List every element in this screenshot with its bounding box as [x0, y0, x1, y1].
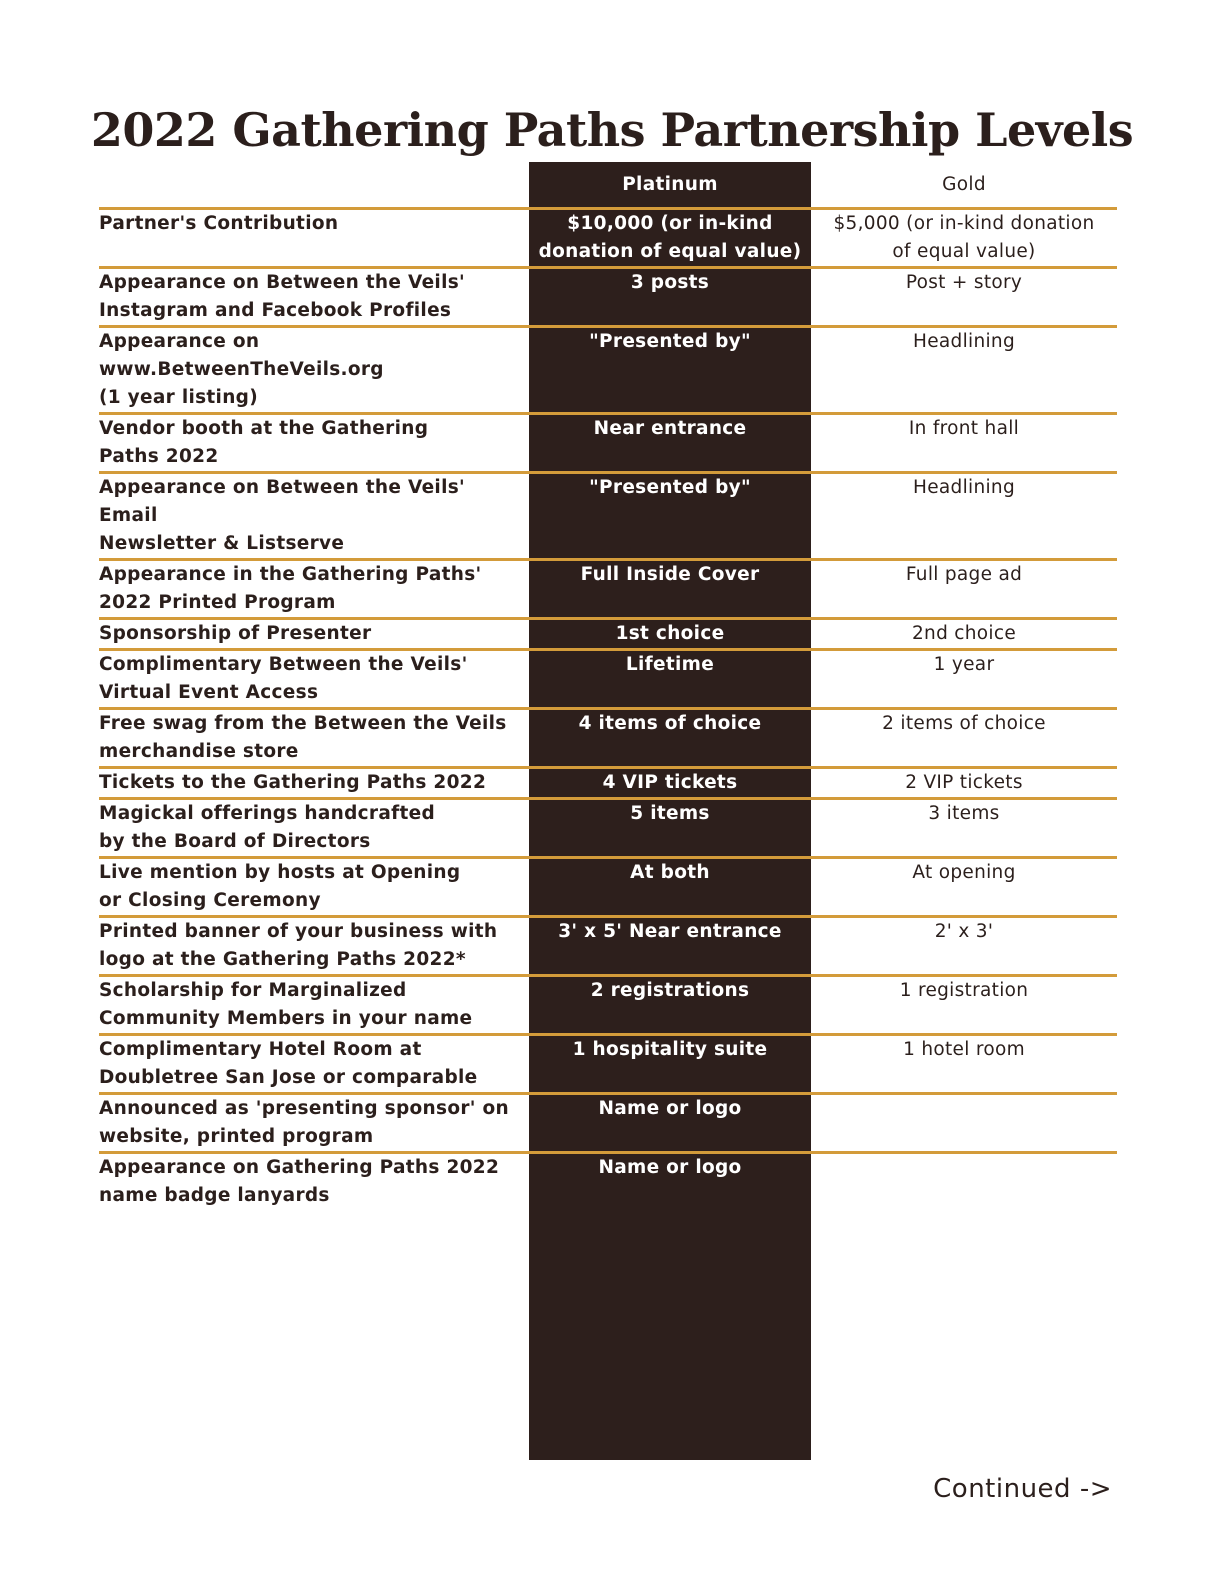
row-gold-value: 1 registration — [811, 976, 1117, 1035]
row-platinum-value: Name or logo — [598, 1157, 742, 1178]
table-row — [99, 473, 1117, 560]
gold-column-header: Gold — [811, 162, 1117, 209]
row-feature: Announced as 'presenting sponsor' on website, printed program — [99, 1094, 529, 1153]
table-row — [99, 619, 1117, 650]
partnership-levels-table — [99, 162, 1117, 1210]
table-row — [99, 650, 1117, 709]
row-feature: Appearance on Between the Veils' Instagram and Facebook Profiles — [99, 268, 529, 327]
row-gold-value: In front hall — [811, 414, 1117, 473]
row-gold-value: Full page ad — [811, 560, 1117, 619]
row-feature: Sponsorship of Presenter — [99, 619, 529, 650]
row-platinum-value: 3 posts — [529, 268, 811, 327]
table-row — [99, 209, 1117, 268]
row-platinum-value: "Presented by" — [529, 473, 811, 560]
row-gold-value: Headlining — [811, 473, 1117, 560]
table-row — [99, 327, 1117, 414]
row-gold-value: 1 year — [811, 650, 1117, 709]
row-platinum-value: $10,000 (or in-kind donation of equal value) — [529, 209, 811, 268]
row-feature: Free swag from the Between the Veils merchandise store — [99, 709, 529, 768]
row-feature: Printed banner of your business with logo at the Gathering Paths 2022* — [99, 917, 529, 976]
row-gold-value: 3 items — [811, 799, 1117, 858]
row-feature: Complimentary Hotel Room at Doubletree San Jose or comparable — [99, 1035, 529, 1094]
table-row — [99, 917, 1117, 976]
row-feature: Live mention by hosts at Opening or Closing Ceremony — [99, 858, 529, 917]
table-row — [99, 560, 1117, 619]
row-feature: Complimentary Between the Veils' Virtual Event Access — [99, 650, 529, 709]
row-feature: Appearance in the Gathering Paths' 2022 Printed Program — [99, 560, 529, 619]
row-platinum-value: 1st choice — [529, 619, 811, 650]
table-row — [99, 1035, 1117, 1094]
table-row — [99, 976, 1117, 1035]
table-row — [99, 799, 1117, 858]
row-gold-value: 1 hotel room — [811, 1035, 1117, 1094]
row-platinum-value: 1 hospitality suite — [529, 1035, 811, 1094]
table-row — [99, 1094, 1117, 1153]
feature-column-header — [99, 162, 529, 209]
page-title: 2022 Gathering Paths Partnership Levels — [90, 102, 1134, 157]
row-feature: Appearance on Gathering Paths 2022 name badge lanyards — [99, 1157, 500, 1206]
row-platinum-value: Lifetime — [529, 650, 811, 709]
row-platinum-value: 4 VIP tickets — [529, 768, 811, 799]
continued-link[interactable]: Continued -> — [933, 1474, 1112, 1504]
row-gold-value: Headlining — [811, 327, 1117, 414]
table-row — [99, 1153, 1117, 1211]
row-platinum-value: Near entrance — [529, 414, 811, 473]
row-feature: Tickets to the Gathering Paths 2022 — [99, 768, 529, 799]
table-row — [99, 268, 1117, 327]
row-gold-value: 2 VIP tickets — [811, 768, 1117, 799]
row-platinum-value: 3' x 5' Near entrance — [529, 917, 811, 976]
table-row — [99, 709, 1117, 768]
table-row — [99, 768, 1117, 799]
row-feature: Appearance on www.BetweenTheVeils.org (1 year listing) — [99, 327, 529, 414]
row-gold-value — [811, 1153, 1117, 1211]
row-gold-value: $5,000 (or in-kind donation of equal value) — [811, 209, 1117, 268]
row-platinum-value: 5 items — [529, 799, 811, 858]
row-gold-value — [811, 1094, 1117, 1153]
row-feature: Scholarship for Marginalized Community Members in your name — [99, 976, 529, 1035]
row-feature: Appearance on Between the Veils' Email Newsletter & Listserve — [99, 473, 529, 560]
row-gold-value: Post + story — [811, 268, 1117, 327]
table-header-row — [99, 162, 1117, 209]
row-gold-value: 2' x 3' — [811, 917, 1117, 976]
platinum-column-header: Platinum — [529, 162, 811, 209]
table-row — [99, 858, 1117, 917]
row-platinum-value: 4 items of choice — [529, 709, 811, 768]
row-gold-value: At opening — [811, 858, 1117, 917]
row-platinum-value: Full Inside Cover — [529, 560, 811, 619]
row-feature: Vendor booth at the Gathering Paths 2022 — [99, 414, 529, 473]
row-feature: Magickal offerings handcrafted by the Board of Directors — [99, 799, 529, 858]
table-row — [99, 414, 1117, 473]
row-platinum-value: 2 registrations — [529, 976, 811, 1035]
row-platinum-value: At both — [529, 858, 811, 917]
row-platinum-value: "Presented by" — [529, 327, 811, 414]
row-gold-value: 2 items of choice — [811, 709, 1117, 768]
row-platinum-value: Name or logo — [529, 1094, 811, 1153]
row-gold-value: 2nd choice — [811, 619, 1117, 650]
row-feature: Partner's Contribution — [99, 209, 529, 268]
